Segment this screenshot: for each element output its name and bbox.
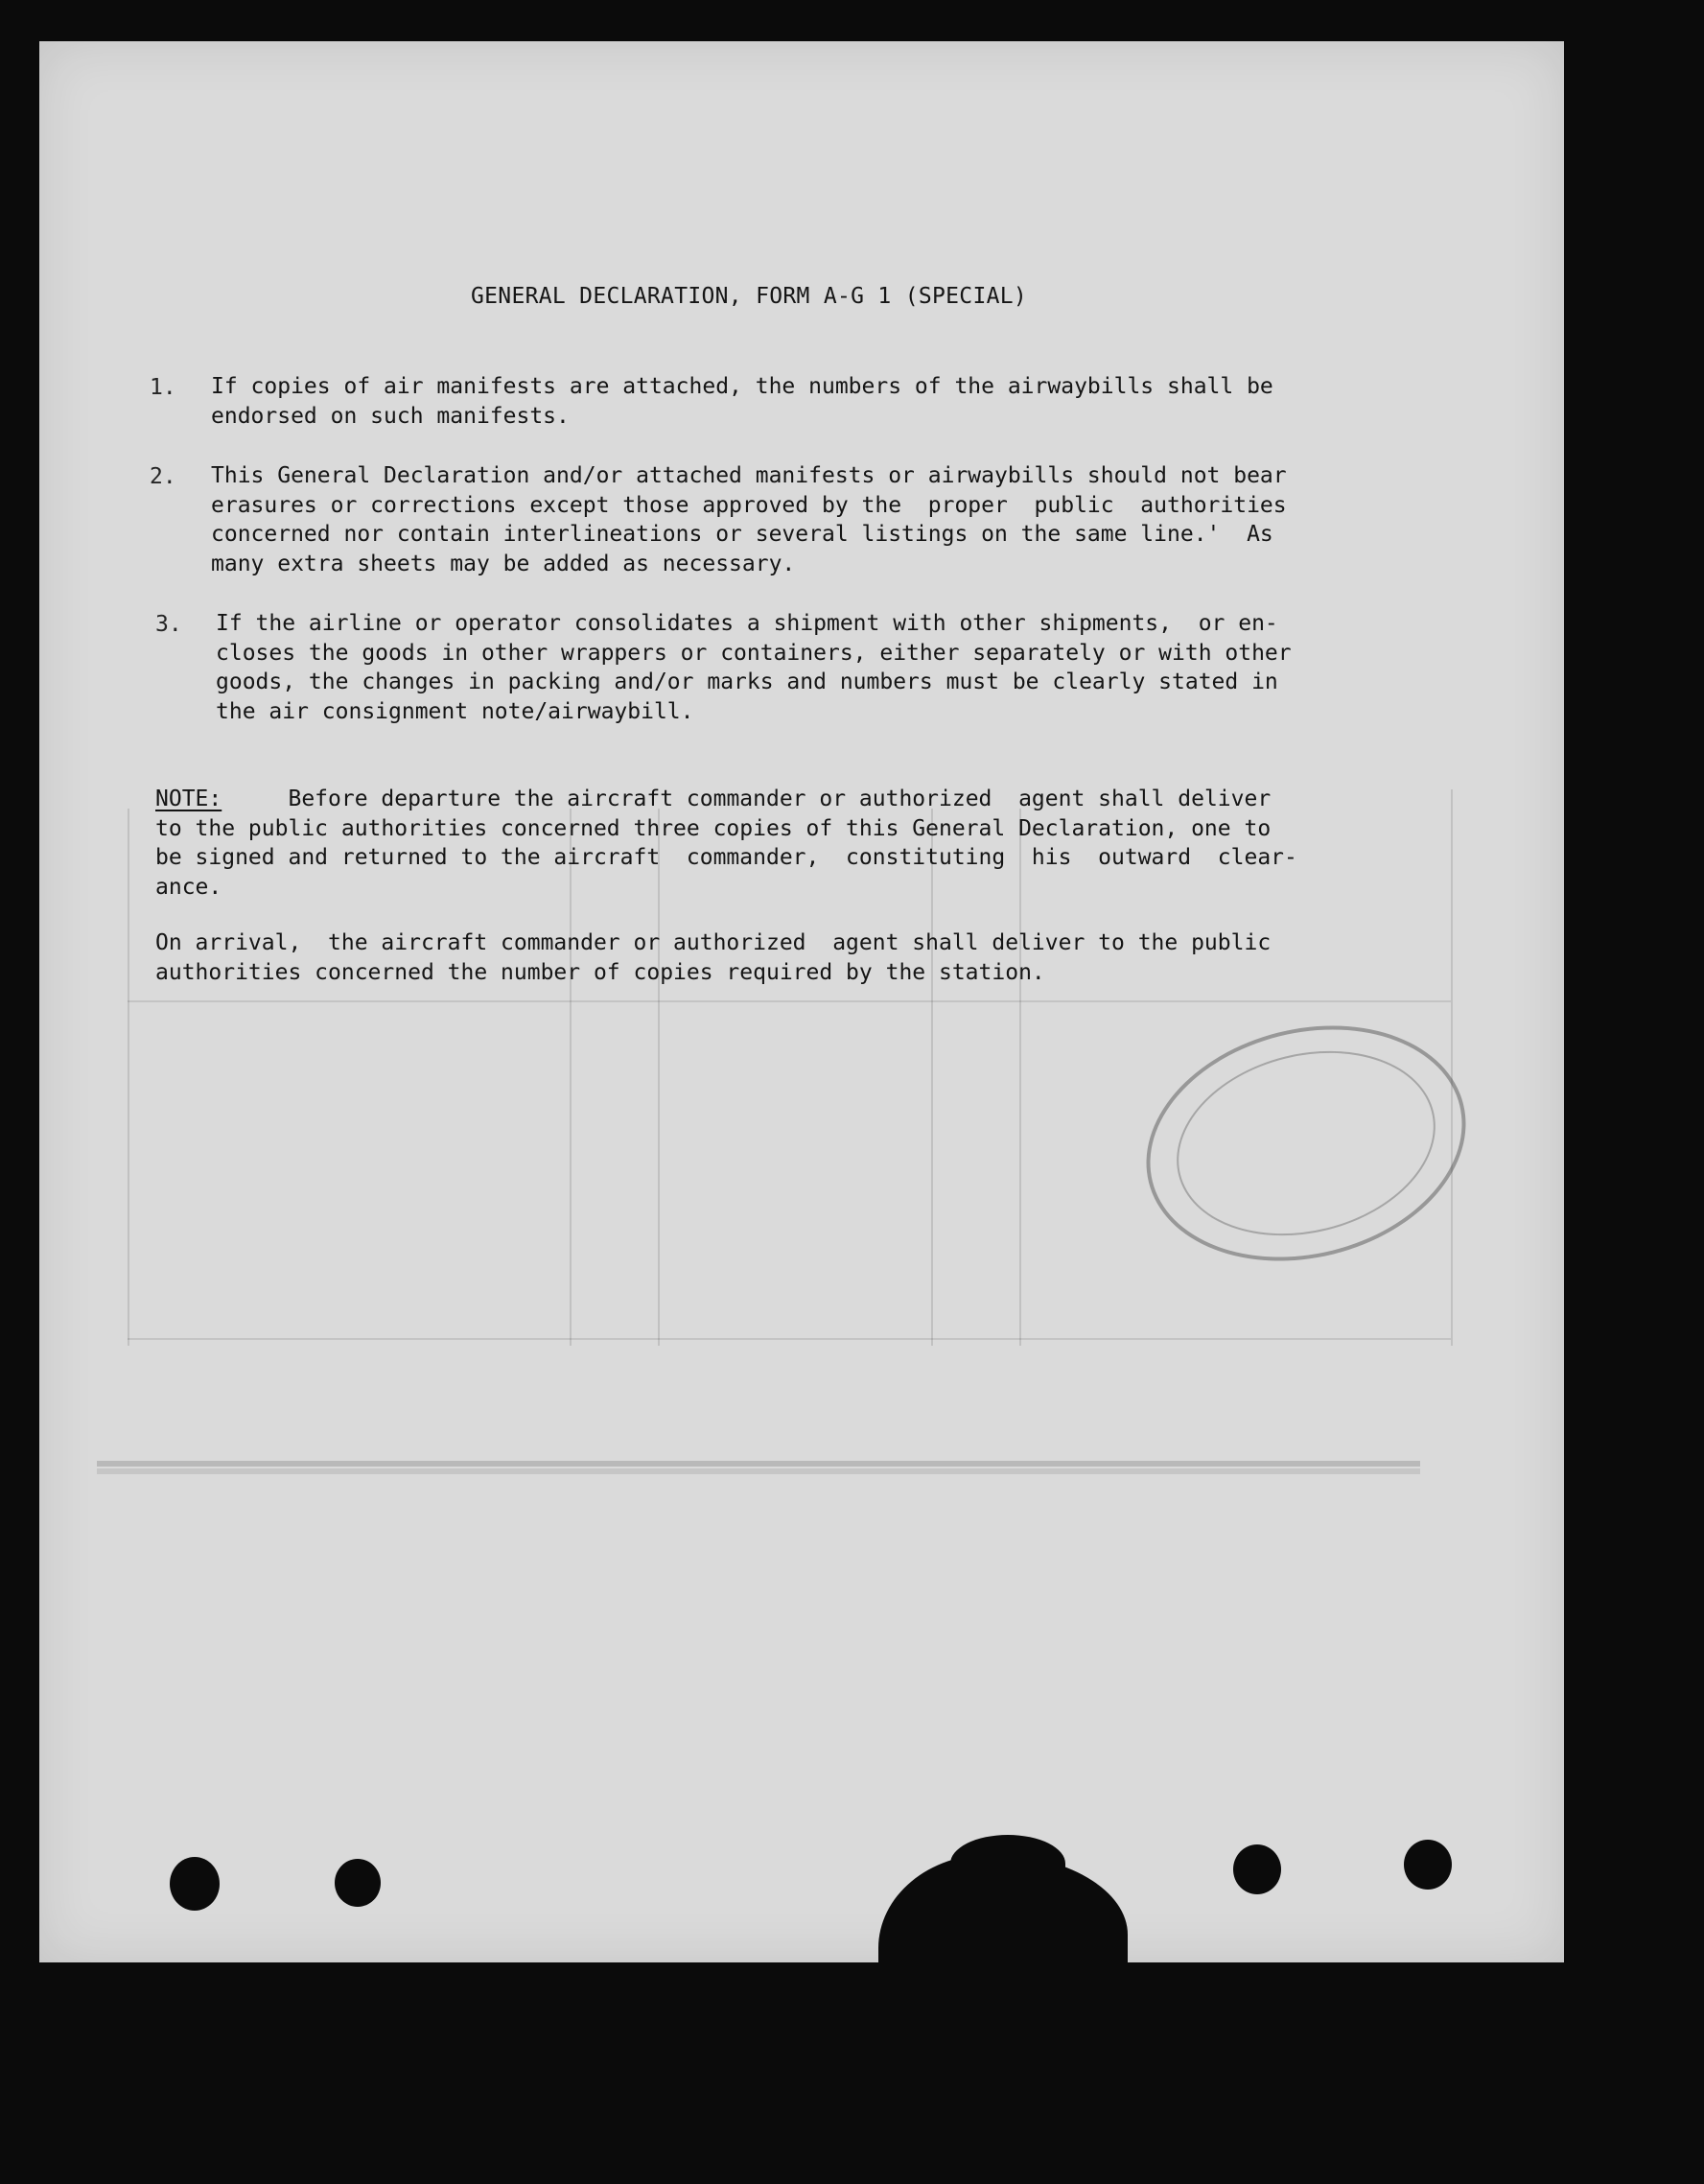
note-line: to the public authorities concerned three copies of this General Declaration, one to <box>155 815 1272 841</box>
item-number: 1. <box>150 375 176 400</box>
item-2-line: erasures or corrections except those approved by the proper public authorities <box>211 492 1287 518</box>
item-2-line: This General Declaration and/or attached manifests or airwaybills should not bear <box>211 463 1287 488</box>
item-2-line: many extra sheets may be added as necessary. <box>211 551 796 576</box>
torn-edge <box>950 1835 1065 1892</box>
note-line: be signed and returned to the aircraft commander, constituting his outward clear- <box>155 845 1297 870</box>
bleed-through-line <box>1451 789 1453 1346</box>
faded-stamp <box>1121 994 1491 1294</box>
bleed-through-line <box>128 1000 1451 1002</box>
item-number: 3. <box>155 612 182 637</box>
binder-hole <box>1233 1844 1281 1894</box>
item-3-line: goods, the changes in packing and/or marks and numbers must be clearly stated in <box>216 669 1278 694</box>
note-paragraph <box>155 785 1297 902</box>
bleed-through-rule <box>97 1468 1420 1474</box>
binder-hole <box>170 1857 220 1911</box>
note-first-line-text: Before departure the aircraft commander or authorized agent shall deliver <box>222 787 1272 811</box>
arrival-line: On arrival, the aircraft commander or authorized agent shall deliver to the public <box>155 930 1272 955</box>
item-1-line: endorsed on such manifests. <box>211 403 570 429</box>
item-3-line: the air consignment note/airwaybill. <box>216 698 694 724</box>
bleed-through-rule <box>97 1461 1420 1467</box>
document-title: GENERAL DECLARATION, FORM A-G 1 (SPECIAL) <box>471 284 1028 309</box>
arrival-line: authorities concerned the number of copies required by the station. <box>155 959 1045 985</box>
note-first-line <box>155 785 1297 814</box>
item-1-line: If copies of air manifests are attached, the numbers of the airwaybills shall be <box>211 374 1273 399</box>
item-3-line: If the airline or operator consolidates a shipment with other shipments, or en- <box>216 611 1278 636</box>
bleed-through-line <box>128 1338 1451 1340</box>
item-3-line: closes the goods in other wrappers or containers, either separately or with other <box>216 640 1292 666</box>
item-2-text <box>211 461 1287 578</box>
binder-hole <box>1404 1840 1452 1890</box>
item-3-text <box>216 609 1292 726</box>
arrival-paragraph <box>155 928 1271 987</box>
note-line: ance. <box>155 874 222 900</box>
paper-page <box>39 41 1564 1962</box>
item-1-text <box>211 372 1273 431</box>
bleed-through-line <box>128 809 129 1346</box>
item-2-line: concerned nor contain interlineations or several listings on the same line.' As <box>211 522 1273 547</box>
item-number: 2. <box>150 464 176 489</box>
note-label: NOTE: <box>155 787 222 811</box>
binder-hole <box>335 1859 381 1907</box>
